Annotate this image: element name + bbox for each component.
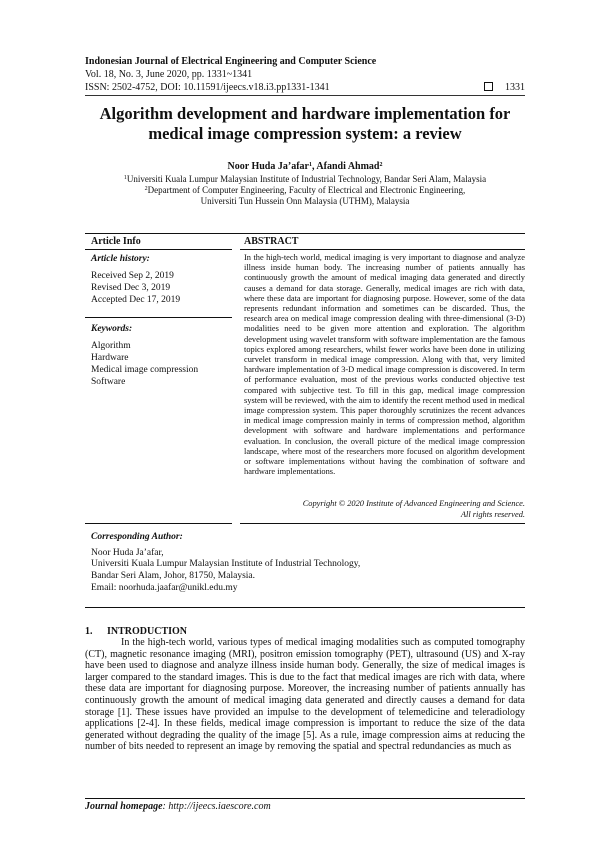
journal-homepage [85, 801, 271, 812]
article-info-bottom-rule [85, 523, 232, 524]
section-title: INTRODUCTION [107, 626, 188, 637]
author-name: Afandi Ahmad [316, 161, 380, 172]
article-info-heading: Article Info [91, 236, 141, 247]
history-accepted: Accepted Dec 17, 2019 [91, 295, 181, 305]
affiliation-2 [85, 185, 525, 196]
copyright-notice [244, 498, 525, 520]
abstract-heading: ABSTRACT [244, 236, 299, 247]
keywords-divider [85, 317, 232, 318]
introduction-text: In the high-tech world, various types of medical imaging modalities such as computed tomography (CT), magnetic resonance imaging (MRI), positron emission tomography (PET), ultrasound (US) and X-ray have been used to diagnose and analyze illness inside human body. Generally, the size of medical images is larger compared to the standard images. This is due to the fact that medical images are rich with data, where these data are important for diagnosing purpose. Moreover, the increasing number of patients annually has continuously growth the amount of medical imaging data generated and directly causes a demand for data storage [1]. These issues have provided an impulse to the development of telemedicine and teleradiology applications [2-4]. In these fields, medical image compression is important to reduce the size of the data generated without degrading the quality of the image [5]. As a rule, image compression aims at reducing the number of bits needed to represent an image by removing the spatial and spectral redundancies as much as [85, 637, 525, 753]
author-name: Noor Huda Ja’afar [227, 161, 309, 172]
keyword-item: Medical image compression [91, 365, 199, 375]
keyword-item: Hardware [91, 353, 129, 363]
title-line-2: medical image compression system: a review [148, 124, 462, 143]
homepage-label: Journal homepage [85, 801, 163, 812]
journal-volume: Vol. 18, No. 3, June 2020, pp. 1331~1341 [85, 69, 253, 80]
homepage-url[interactable]: : http://ijeecs.iaescore.com [162, 801, 271, 812]
affiliation-text: Universiti Kuala Lumpur Malaysian Institute of Industrial Technology, Bandar Seri Alam, Malaysia [126, 174, 487, 184]
corresponding-institution: Universiti Kuala Lumpur Malaysian Institute of Industrial Technology, [91, 559, 361, 569]
author-separator: , [311, 161, 317, 172]
journal-name: Indonesian Journal of Electrical Engineering and Computer Science [85, 56, 377, 67]
abstract-bottom-rule [240, 523, 525, 524]
corresponding-email: Email: noorhuda.jaafar@unikl.edu.my [91, 583, 238, 593]
section-number: 1. [85, 626, 93, 637]
keyword-item: Algorithm [91, 341, 131, 351]
author-affil-mark: 1 [308, 162, 312, 168]
abstract-text: In the high-tech world, medical imaging is very important to diagnose and analyze illness inside human body. The increasing number of patients annually has continuously growth the amount of medical imaging data generated and directly causes a demand for data storage. Generally, medical images are rich with data, where these data are important for diagnosing purpose. However, some of the data represents redundant information and sometimes can be discarded. Thus, the research area on medical image compression dealing with three-dimensional (3-D) modalities need to be given more attention and exploration. The algorithm development using wavelet transform with software implementation are the famous topics explored among researchers, whilst fewer works have been done in utilizing curvelet transform in medical image compression. Along with that, very limited hardware implementation of 3-D medical image compression is discovered. In term of performance evaluation, most of the previous works conducted objective test compared with subjective test. To fill in this gap, medical image compression system will be reviewed, with the aim to identify the recent method used in medical image compression system. This paper thoroughly scrutinizes the recent advances in medical image compression mainly in terms of compression method, algorithm development with software and hardware implementations and performance evaluation. In conclusion, the overall picture of the medical image compression landscape, where most of the researchers more focused on algorithm development or software implementations without having the combination of software and hardware implementations. [244, 253, 525, 477]
footer-rule [85, 798, 525, 799]
paper-title [85, 104, 525, 144]
header-divider [85, 95, 525, 96]
affil-mark: 2 [144, 186, 148, 192]
issn-doi: ISSN: 2502-4752, DOI: 10.11591/ijeecs.v18.i3.pp1331-1341 [85, 82, 330, 93]
keyword-item: Software [91, 377, 126, 387]
author-affil-mark: 2 [379, 162, 383, 168]
abstract-rule [240, 249, 525, 250]
corresponding-bottom-rule [85, 607, 525, 608]
title-line-1: Algorithm development and hardware implementation for [99, 104, 511, 123]
page-number: 1331 [505, 82, 525, 93]
corresponding-name: Noor Huda Ja’afar, [91, 548, 164, 558]
affiliation-text: Department of Computer Engineering, Faculty of Electrical and Electronic Engineering, [147, 185, 466, 195]
article-info-rule [85, 249, 232, 250]
keywords-label: Keywords: [91, 324, 133, 334]
box-top-rule [85, 233, 525, 234]
copyright-line: All rights reserved. [460, 510, 525, 519]
copyright-line: Copyright © 2020 Institute of Advanced Engineering and Science. [302, 499, 525, 508]
author-list [85, 161, 525, 172]
history-received: Received Sep 2, 2019 [91, 271, 174, 281]
affil-mark: 1 [123, 175, 127, 181]
history-revised: Revised Dec 3, 2019 [91, 283, 171, 293]
corresponding-heading: Corresponding Author: [91, 532, 183, 542]
affiliation-1 [85, 174, 525, 185]
square-icon [484, 82, 493, 91]
affiliation-2-cont: Universiti Tun Hussein Onn Malaysia (UTHM), Malaysia [200, 196, 410, 206]
corresponding-address: Bandar Seri Alam, Johor, 81750, Malaysia. [91, 571, 255, 581]
article-history-label: Article history: [91, 254, 150, 264]
